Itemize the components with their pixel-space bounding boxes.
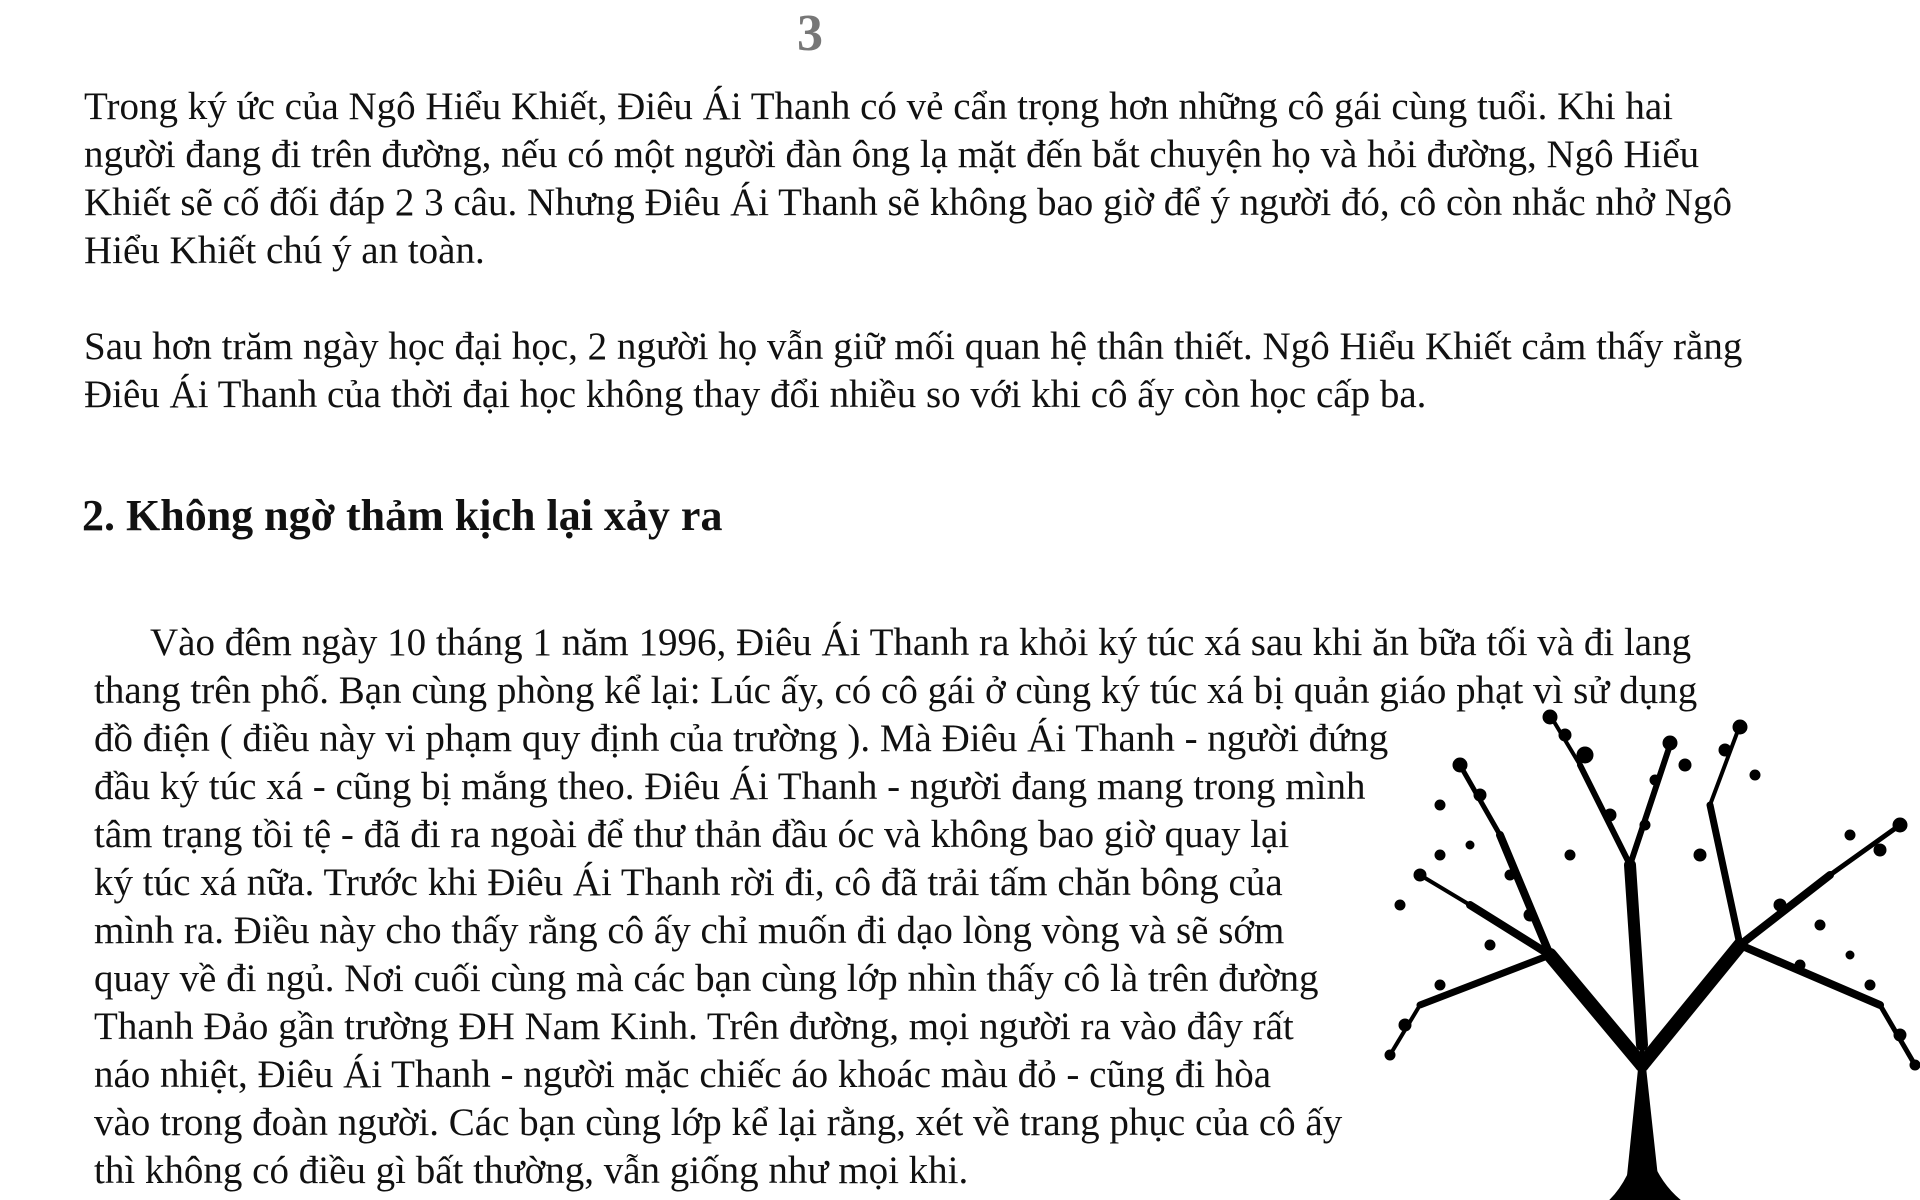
paragraph-line: mình ra. Điều này cho thấy rằng cô ấy chỉ muốn đi dạo lòng vòng và sẽ sớm: [94, 909, 1285, 952]
paragraph-line: Điêu Ái Thanh của thời đại học không thay đổi nhiều so với khi cô ấy còn học cấp ba.: [84, 373, 1427, 416]
paragraph-line: thang trên phố. Bạn cùng phòng kể lại: Lúc ấy, có cô gái ở cùng ký túc xá bị quản giáo phạt vì sử dụng: [94, 669, 1698, 712]
paragraph-line: Sau hơn trăm ngày học đại học, 2 người họ vẫn giữ mối quan hệ thân thiết. Ngô Hiểu Khiết cảm thấy rằng: [84, 325, 1743, 368]
paragraph-line: người đang đi trên đường, nếu có một người đàn ông lạ mặt đến bắt chuyện họ và hỏi đường, Ngô Hiểu: [84, 133, 1700, 176]
paragraph-line: tâm trạng tồi tệ - đã đi ra ngoài để thư thản đầu óc và không bao giờ quay lại: [94, 813, 1290, 856]
paragraph-line: Khiết sẽ cố đối đáp 2 3 câu. Nhưng Điêu Ái Thanh sẽ không bao giờ để ý người đó, cô còn nhắc nhở Ngô: [84, 181, 1732, 224]
paragraph-line: Vào đêm ngày 10 tháng 1 năm 1996, Điêu Ái Thanh ra khỏi ký túc xá sau khi ăn bữa tối và đi lang: [150, 621, 1692, 664]
paragraph-line: náo nhiệt, Điêu Ái Thanh - người mặc chiếc áo khoác màu đỏ - cũng đi hòa: [94, 1053, 1272, 1096]
paragraph-line: Trong ký ức của Ngô Hiểu Khiết, Điêu Ái Thanh có vẻ cẩn trọng hơn những cô gái cùng tuổi. Khi hai: [84, 85, 1674, 128]
paragraph-line: đồ điện ( điều này vi phạm quy định của trường ). Mà Điêu Ái Thanh - người đứng: [94, 717, 1389, 760]
paragraph-line: ký túc xá nữa. Trước khi Điêu Ái Thanh rời đi, cô đã trải tấm chăn bông của: [94, 861, 1283, 904]
page-number: 3: [797, 5, 823, 62]
paragraph-line: thì không có điều gì bất thường, vẫn giống như mọi khi.: [94, 1149, 969, 1192]
tree-silhouette-icon: [1380, 705, 1920, 1200]
section-heading: 2. Không ngờ thảm kịch lại xảy ra: [82, 491, 723, 540]
paragraph-line: quay về đi ngủ. Nơi cuối cùng mà các bạn cùng lớp nhìn thấy cô là trên đường: [94, 957, 1319, 1000]
paragraph-line: Hiểu Khiết chú ý an toàn.: [84, 229, 485, 272]
paragraph-line: vào trong đoàn người. Các bạn cùng lớp kể lại rằng, xét về trang phục của cô ấy: [94, 1101, 1343, 1144]
paragraph-line: Thanh Đảo gần trường ĐH Nam Kinh. Trên đường, mọi người ra vào đây rất: [94, 1005, 1294, 1048]
paragraph-line: đầu ký túc xá - cũng bị mắng theo. Điêu Ái Thanh - người đang mang trong mình: [94, 765, 1366, 808]
